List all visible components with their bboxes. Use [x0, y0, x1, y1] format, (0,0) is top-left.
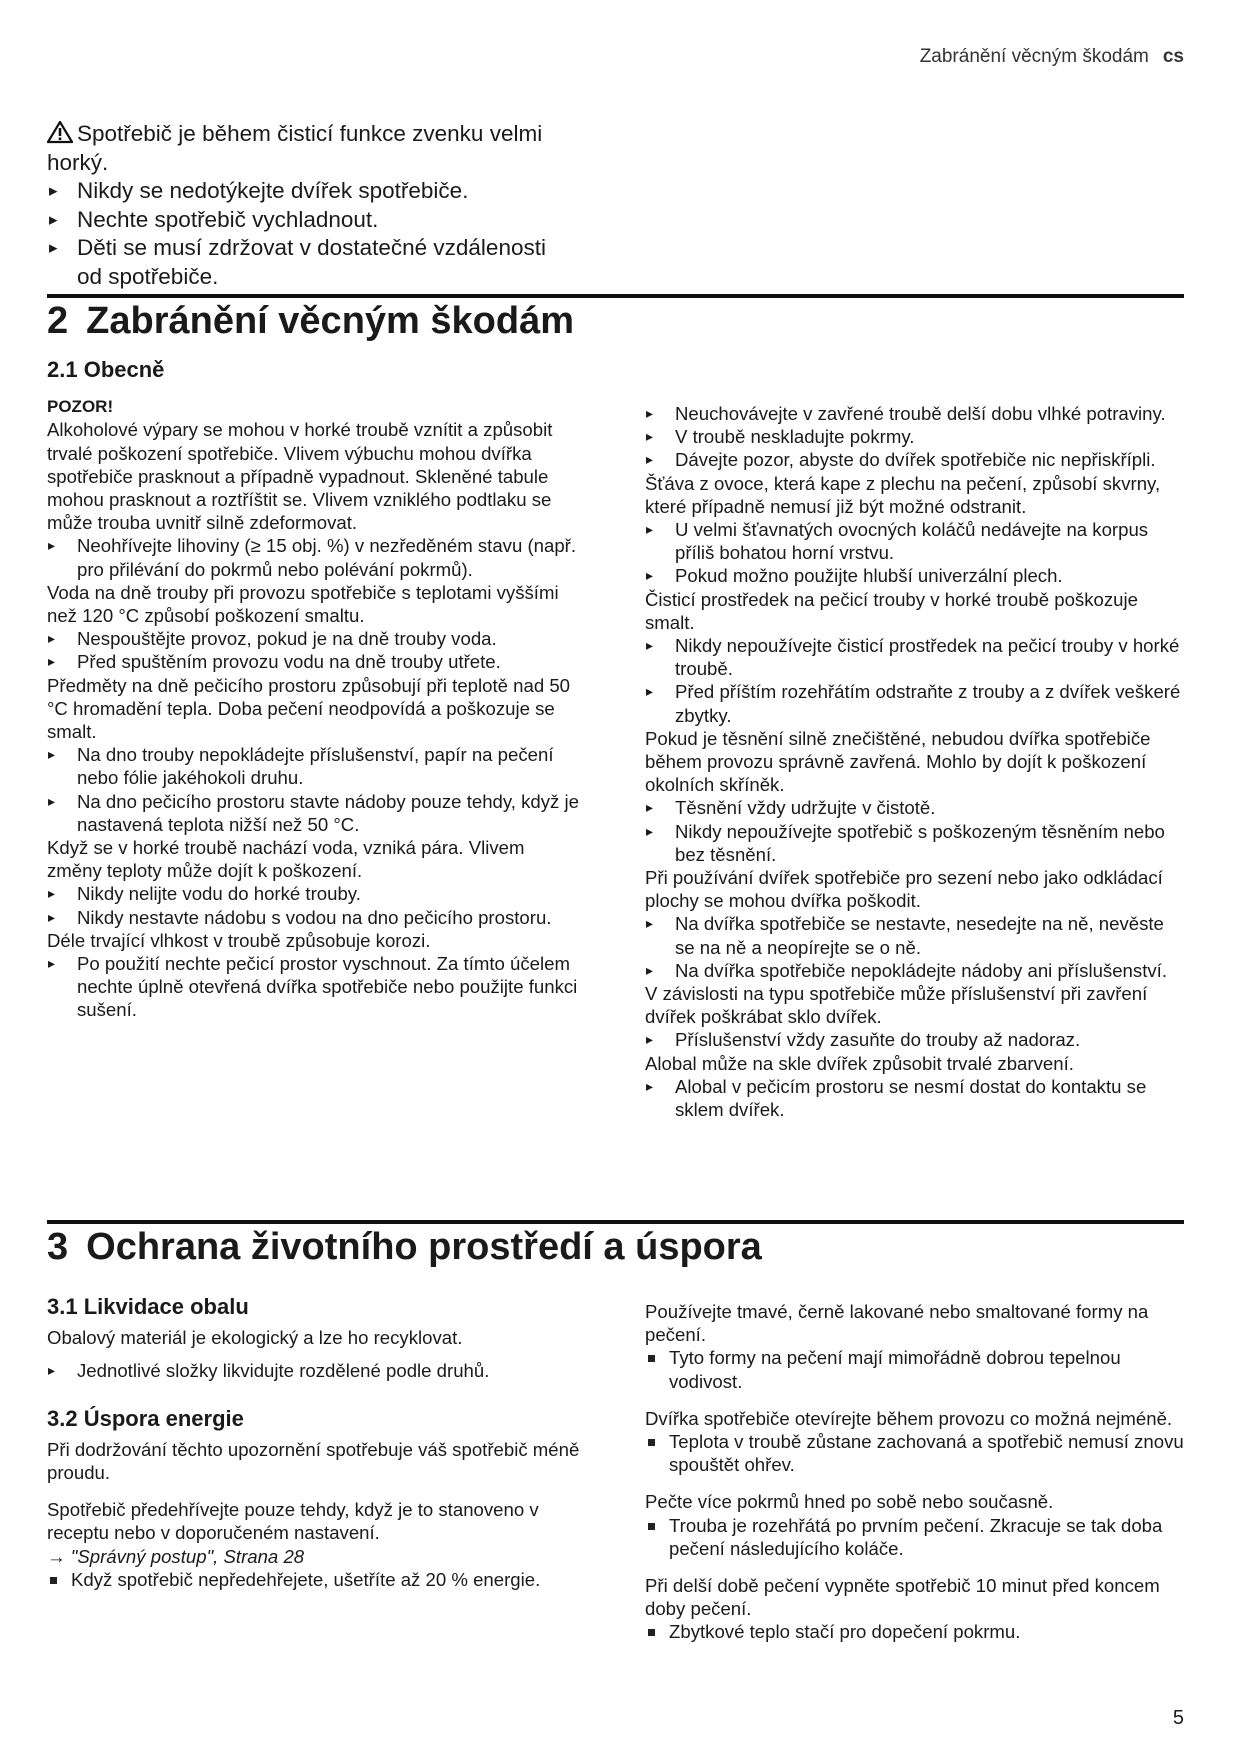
warning-triangle-icon	[47, 120, 73, 144]
bullet-list	[47, 952, 582, 1022]
list-item: ▸ Těsnění vždy udržujte v čistotě.	[645, 796, 1187, 819]
paragraph: V závislosti na typu spotřebiče může příslušenství při zavření dvířek poškrábat sklo dvířek.	[645, 983, 1148, 1028]
section-number: 2	[47, 300, 69, 342]
warning-text: Spotřebič je během čisticí funkce zvenku velmi horký.	[47, 121, 543, 175]
bullet-list	[645, 518, 1187, 588]
list-item: Tyto formy na pečení mají mimořádně dobrou tepelnou vodivost.	[645, 1346, 1187, 1392]
paragraph: Předměty na dně pečicího prostoru způsobují při teplotě nad 50 °C hromadění tepla. Doba pečení neodpovídá a poškozuje se smalt.	[47, 674, 571, 743]
subsection-2-1-title	[47, 358, 582, 381]
list-item: ▸ Nikdy nestavte nádobu s vodou na dno pečicího prostoru.	[47, 906, 582, 929]
language-code: cs	[1162, 46, 1184, 67]
list-item: ▸ Na dno trouby nepokládejte příslušenství, papír na pečení nebo fólie jakéhokoli druhu.	[47, 743, 582, 789]
list-item: ▸ Nespouštějte provoz, pokud je na dně trouby voda.	[47, 627, 582, 650]
subsection-title-text: Úspora energie	[83, 1405, 244, 1431]
page-number: 5	[1172, 1707, 1184, 1729]
warning-bullet: ▸ Děti se musí zdržovat v dostatečné vzdálenosti od spotřebiče.	[47, 234, 577, 291]
list-item: Zbytkové teplo stačí pro dopečení pokrmu.	[645, 1620, 1187, 1643]
list-item: ▸ Nikdy nelijte vodu do horké trouby.	[47, 882, 582, 905]
bullet-list	[645, 634, 1187, 727]
warning-text-line	[47, 120, 577, 177]
list-item: ▸ Před spuštěním provozu vodu na dně trouby utřete.	[47, 650, 582, 673]
list-item: ▸ Neuchovávejte v zavřené troubě delší dobu vlhké potraviny.	[645, 402, 1187, 425]
section-3-title	[47, 1226, 762, 1269]
list-item: Když spotřebič nepředehřejete, ušetříte až 20 % energie.	[47, 1568, 582, 1591]
paragraph: Alobal může na skle dvířek způsobit trvalé zbarvení.	[645, 1052, 1074, 1074]
safety-warning	[47, 120, 577, 291]
running-header	[920, 46, 1184, 68]
paragraph: Čisticí prostředek na pečicí trouby v horké troubě poškozuje smalt.	[645, 588, 1138, 633]
paragraph: Používejte tmavé, černě lakované nebo smaltované formy na pečení.	[645, 1301, 1149, 1346]
warning-bullet: ▸ Nikdy se nedotýkejte dvířek spotřebiče.	[47, 177, 577, 206]
section-2-title	[47, 300, 574, 343]
subsection-number: 2.1	[47, 357, 78, 382]
list-item: ▸ U velmi šťavnatých ovocných koláčů nedávejte na korpus příliš bohatou horní vrstvu.	[645, 518, 1187, 564]
bullet-list	[645, 1028, 1187, 1051]
bullet-list	[645, 402, 1187, 472]
paragraph: Při delší době pečení vypněte spotřebič 10 minut před koncem doby pečení.	[645, 1575, 1160, 1620]
section-2-left-column	[47, 358, 582, 1022]
list-item: ▸ Po použití nechte pečicí prostor vyschnout. Za tímto účelem nechte úplně otevřená dvířka spotřebiče nebo použijte funkci sušení.	[47, 952, 582, 1022]
paragraph: Pečte více pokrmů hned po sobě nebo současně.	[645, 1491, 1054, 1513]
list-item: ▸ Na dno pečicího prostoru stavte nádoby pouze tehdy, když je nastavená teplota nižší než 50 °C.	[47, 790, 582, 836]
list-item: ▸ Neohřívejte lihoviny (≥ 15 obj. %) v nezředěném stavu (např. pro přilévání do pokrmů nebo polévání pokrmů).	[47, 534, 582, 580]
section-3-left-column	[47, 1295, 582, 1591]
paragraph: Déle trvající vlhkost v troubě způsobuje korozi.	[47, 929, 431, 951]
subsection-title-text: Likvidace obalu	[83, 1294, 249, 1319]
paragraph: Při dodržování těchto upozornění spotřebuje váš spotřebič méně proudu.	[47, 1438, 580, 1484]
paragraph: Alkoholové výpary se mohou v horké troubě vznítit a způsobit trvalé poškození spotřebiče. Vlivem výbuchu mohou dvířka spotřebiče prasknout a případně vypadnout. Skleněné tabule mohou prasknout a roztříštit se. Vlivem vzniklého podtlaku se může trouba uvnitř silně zdeformovat.	[47, 419, 553, 534]
section-title-text: Ochrana životního prostředí a úspora	[86, 1226, 762, 1268]
section-title-text: Zabránění věcným škodám	[86, 300, 574, 342]
list-item: ▸ Dávejte pozor, abyste do dvířek spotřebiče nic nepřiskřípli.	[645, 448, 1187, 471]
subsection-number: 3.1	[47, 1294, 78, 1319]
bullet-list	[645, 912, 1187, 982]
list-item: ▸ Příslušenství vždy zasuňte do trouby až nadoraz.	[645, 1028, 1187, 1051]
subsection-number: 3.2	[47, 1405, 78, 1431]
bullet-list	[645, 1075, 1187, 1121]
bullet-list	[47, 882, 582, 928]
paragraph: Voda na dně trouby při provozu spotřebiče s teplotami vyššími než 120 °C způsobí poškození smaltu.	[47, 581, 559, 627]
bullet-list	[47, 627, 582, 673]
warning-bullet: ▸ Nechte spotřebič vychladnout.	[47, 206, 577, 235]
subsection-3-2-title	[47, 1407, 582, 1430]
bullet-list	[645, 796, 1187, 866]
paragraph: Při používání dvířek spotřebiče pro sezení nebo jako odkládací plochy se mohou dvířka poškodit.	[645, 867, 1163, 912]
paragraph: Obalový materiál je ekologický a lze ho recyklovat.	[47, 1327, 463, 1349]
bullet-list	[47, 1359, 582, 1382]
header-title: Zabránění věcným škodám	[919, 46, 1149, 67]
paragraph: Dvířka spotřebiče otevírejte během provozu co možná nejméně.	[645, 1407, 1173, 1429]
paragraph: Když se v horké troubě nachází voda, vzniká pára. Vlivem změny teploty může dojít k poškození.	[47, 837, 525, 882]
list-item: ▸ Nikdy nepoužívejte spotřebič s poškozeným těsněním nebo bez těsnění.	[645, 820, 1187, 866]
list-item: Trouba je rozehřátá po prvním pečení. Zkracuje se tak doba pečení následujícího koláče.	[645, 1514, 1187, 1560]
bullet-list	[645, 1346, 1187, 1392]
list-item: ▸ Nikdy nepoužívejte čisticí prostředek na pečicí trouby v horké troubě.	[645, 634, 1187, 680]
paragraph: Spotřebič předehřívejte pouze tehdy, když je to stanoveno v receptu nebo v doporučeném nastavení.	[47, 1499, 539, 1544]
bullet-list	[645, 1514, 1187, 1560]
list-item: ▸ Alobal v pečicím prostoru se nesmí dostat do kontaktu se sklem dvířek.	[645, 1075, 1187, 1121]
bullet-list	[645, 1430, 1187, 1476]
subsection-title-text: Obecně	[83, 357, 165, 382]
bullet-list	[645, 1620, 1187, 1643]
section-divider	[47, 1220, 1184, 1224]
list-item: ▸ Na dvířka spotřebiče nepokládejte nádoby ani příslušenství.	[645, 959, 1187, 982]
bullet-list	[47, 743, 582, 836]
section-2-right-column	[645, 402, 1187, 1121]
list-item: ▸ Pokud možno použijte hlubší univerzální plech.	[645, 564, 1187, 587]
section-3-right-column	[645, 1300, 1187, 1644]
list-item: ▸ Před příštím rozehřátím odstraňte z trouby a z dvířek veškeré zbytky.	[645, 680, 1187, 726]
list-item: ▸ Na dvířka spotřebiče se nestavte, nesedejte na ně, nevěste se na ně a neopírejte se o ně.	[645, 912, 1187, 958]
caution-label: POZOR!	[47, 397, 114, 417]
list-item: ▸ Jednotlivé složky likvidujte rozdělené podle druhů.	[47, 1359, 582, 1382]
paragraph: Šťáva z ovoce, která kape z plechu na pečení, způsobí skvrny, které případně nemusí již být možné odstranit.	[645, 472, 1161, 517]
subsection-3-1-title	[47, 1295, 582, 1318]
paragraph: Pokud je těsnění silně znečištěné, nebudou dvířka spotřebiče během provozu správně zavřená. Mohlo by dojít k poškození okolních skříněk.	[645, 727, 1151, 796]
warning-list	[47, 177, 577, 291]
list-item: Teplota v troubě zůstane zachovaná a spotřebič nemusí znovu spouštět ohřev.	[645, 1430, 1187, 1476]
cross-reference-link[interactable]: → "Správný postup", Strana 28	[47, 1545, 305, 1567]
section-number: 3	[47, 1226, 69, 1268]
section-divider	[47, 294, 1184, 298]
list-item: ▸ V troubě neskladujte pokrmy.	[645, 425, 1187, 448]
bullet-list	[47, 1568, 582, 1591]
bullet-list	[47, 534, 582, 580]
